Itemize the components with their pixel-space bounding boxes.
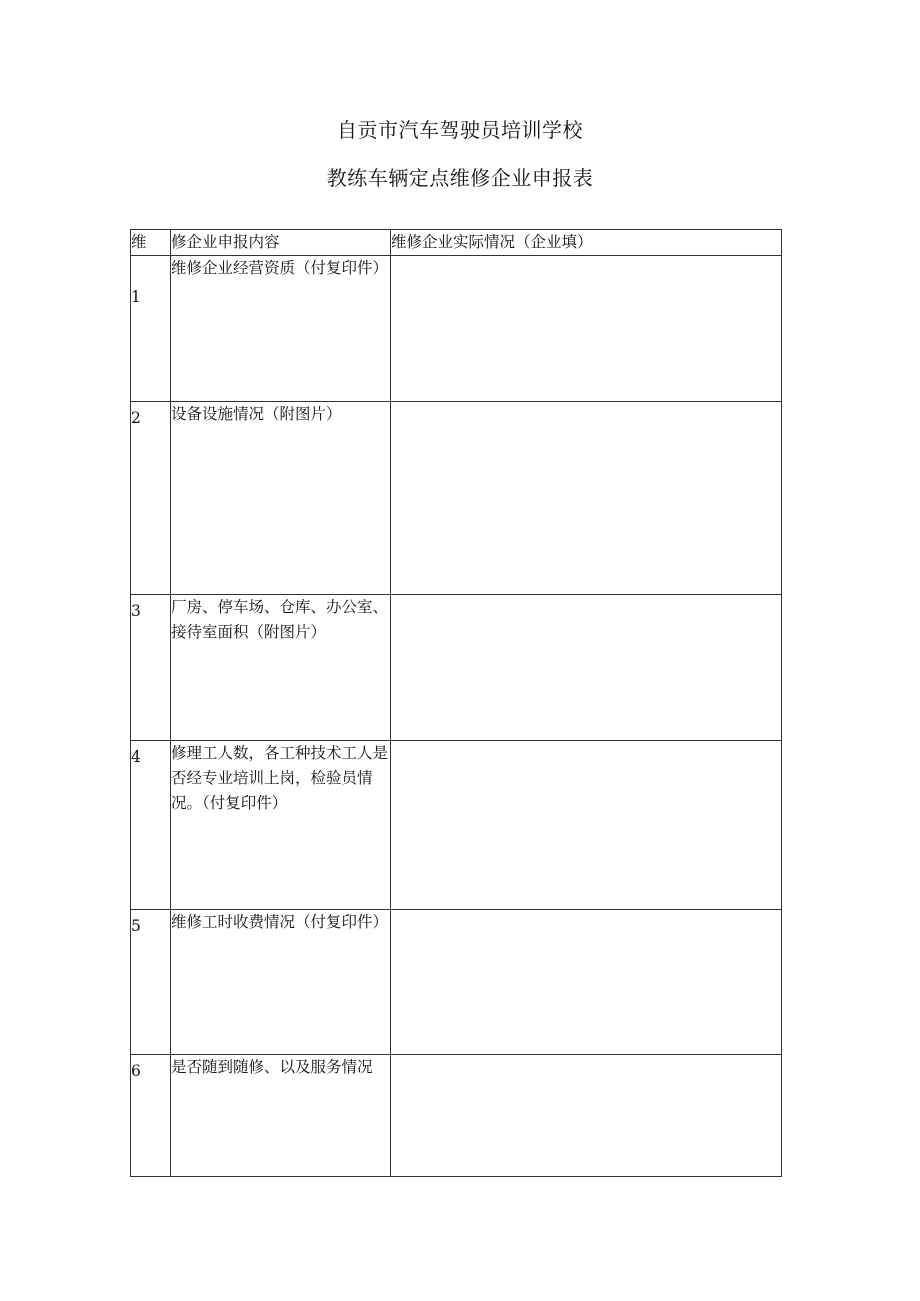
row-number: 2	[131, 409, 141, 427]
school-name: 自贡市汽车驾驶员培训学校	[337, 118, 583, 142]
row-fill-cell[interactable]	[391, 1055, 782, 1177]
row-fill-cell[interactable]	[391, 910, 782, 1055]
row-item: 设备设施情况（附图片）	[171, 402, 391, 595]
row-fill-cell[interactable]	[391, 741, 782, 910]
form-title: 教练车辆定点维修企业申报表	[326, 166, 594, 190]
table-row	[131, 1055, 782, 1177]
row-number: 3	[131, 602, 141, 620]
header-fill: 维修企业实际情况（企业填）	[391, 230, 782, 256]
row-item: 维修企业经营资质（付复印件）	[171, 256, 391, 402]
table-row	[131, 595, 782, 741]
row-fill-cell[interactable]	[391, 595, 782, 741]
header-number: 维	[131, 230, 171, 256]
row-item: 维修工时收费情况（付复印件）	[171, 910, 391, 1055]
row-item: 厂房、停车场、仓库、办公室、接待室面积（附图片）	[171, 595, 391, 741]
row-fill-cell[interactable]	[391, 402, 782, 595]
application-table	[130, 229, 782, 1177]
table-row	[131, 256, 782, 402]
table-row	[131, 402, 782, 595]
row-number: 4	[131, 748, 141, 766]
table-row	[131, 741, 782, 910]
row-item: 是否随到随修、以及服务情况	[171, 1055, 391, 1177]
row-number: 6	[131, 1062, 141, 1080]
row-fill-cell[interactable]	[391, 256, 782, 402]
table-row	[131, 910, 782, 1055]
row-number: 1	[131, 288, 141, 306]
header-item: 修企业申报内容	[171, 230, 391, 256]
row-item: 修理工人数，各工种技术工人是否经专业培训上岗，检验员情况。（付复印件）	[171, 741, 391, 910]
table-header-row	[131, 230, 782, 256]
row-number: 5	[131, 917, 141, 935]
